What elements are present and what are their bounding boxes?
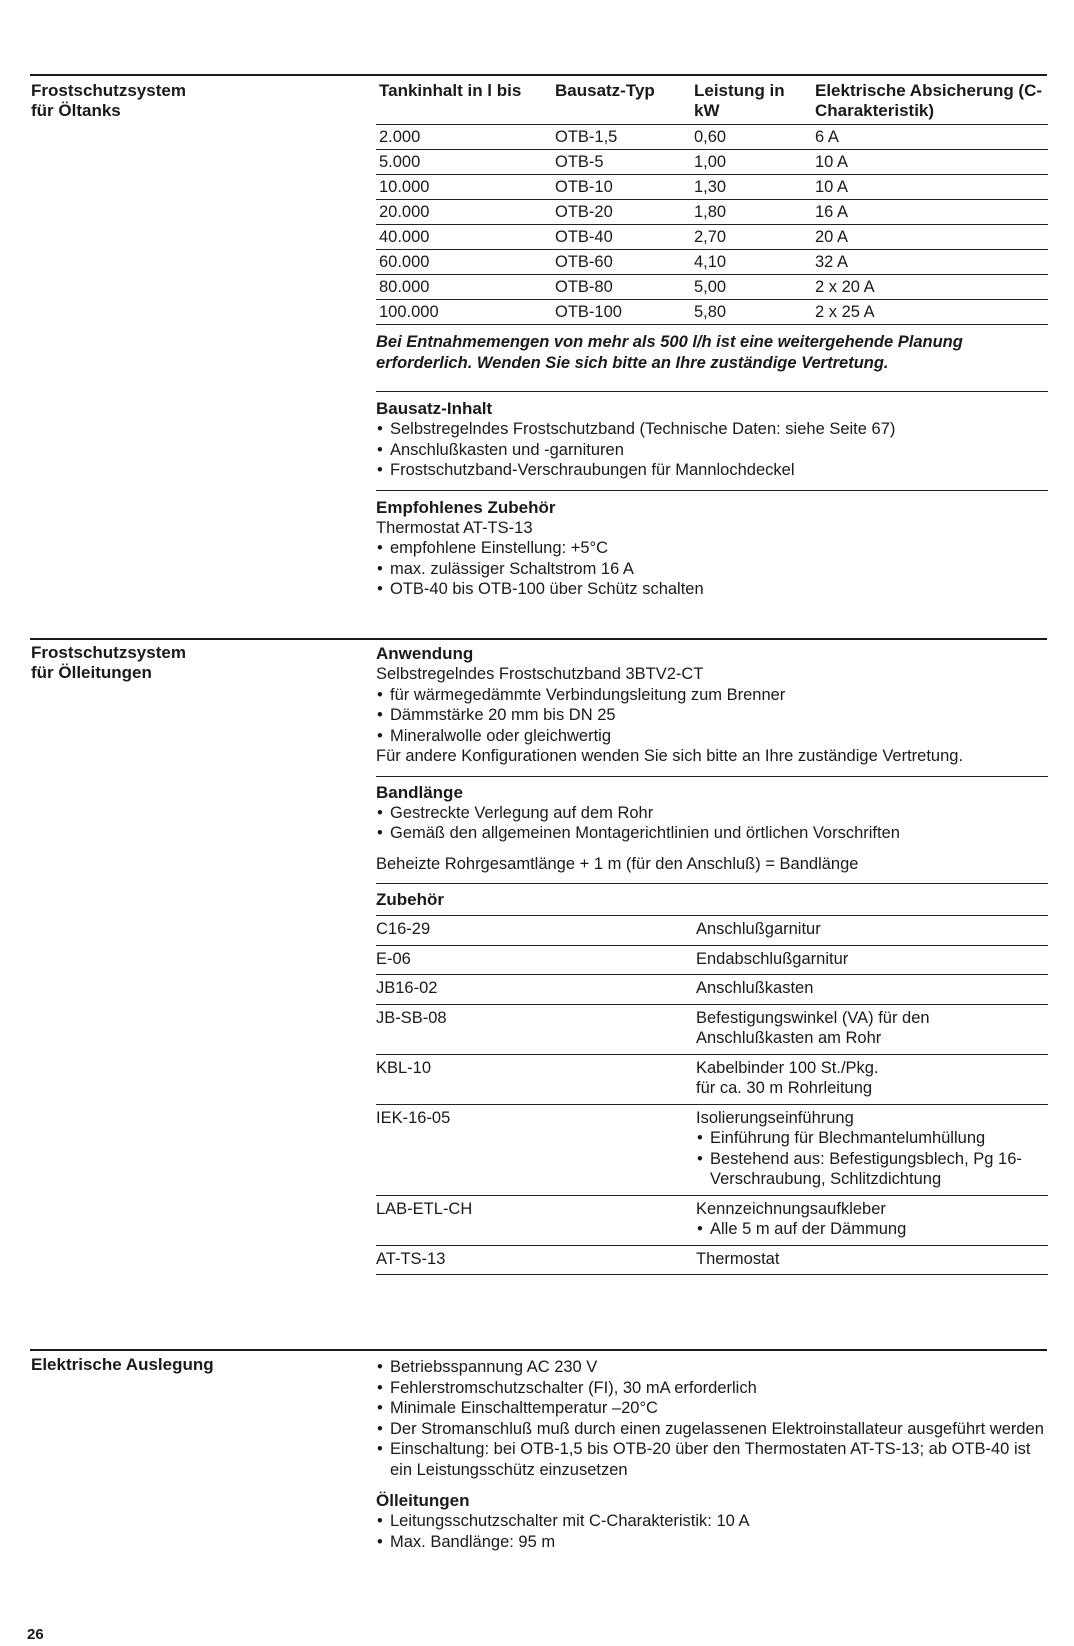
divider (376, 391, 1048, 392)
accessory-code: AT-TS-13 (376, 1245, 696, 1275)
accessory-bullet: • Bestehend aus: Befestigungsblech, Pg 16-Verschraubung, Schlitzdichtung (696, 1149, 1048, 1190)
accessory-description-line: Anschlußkasten am Rohr (696, 1029, 882, 1047)
cell-tank-capacity: 2.000 (376, 125, 552, 150)
application-title: Anwendung (376, 644, 474, 663)
oil-lines-title: Ölleitungen (376, 1491, 470, 1510)
electrical-content (376, 1357, 1048, 1552)
cell-power: 2,70 (691, 225, 812, 250)
accessory-code: KBL-10 (376, 1054, 696, 1104)
section-label-line1: Frostschutzsystem (31, 81, 186, 100)
table-row (376, 225, 1048, 250)
cell-kit-type: OTB-5 (552, 150, 691, 175)
band-length-title: Bandlänge (376, 782, 463, 802)
cell-kit-type: OTB-80 (552, 275, 691, 300)
accessory-description-line: Endabschlußgarnitur (696, 949, 849, 968)
accessory-code: JB16-02 (376, 975, 696, 1005)
section-label-line1: Frostschutzsystem (31, 643, 186, 662)
accessory-code: C16-29 (376, 916, 696, 945)
table-row (376, 1104, 1048, 1195)
application-outro: Für andere Konfigurationen wenden Sie sich bitte an Ihre zuständige Vertretung. (376, 747, 964, 765)
accessory-code: E-06 (376, 945, 696, 975)
accessory-description-line: Kabelbinder 100 St./Pkg. (696, 1058, 879, 1077)
accessory-bullets (696, 1128, 1048, 1190)
recommended-item: • empfohlene Einstellung: +5°C (376, 538, 1048, 559)
band-length-item: • Gemäß den allgemeinen Montagerichtlinien und örtlichen Vorschriften (376, 823, 1048, 844)
cell-kit-type: OTB-60 (552, 250, 691, 275)
application-list (376, 685, 1048, 747)
accessory-description-line: Kennzeichnungsaufkleber (696, 1199, 886, 1218)
cell-tank-capacity: 100.000 (376, 300, 552, 325)
band-length-formula: Beheizte Rohrgesamtlänge + 1 m (für den Anschluß) = Bandlänge (376, 854, 859, 873)
section-label-oiltanks (31, 81, 331, 121)
cell-power: 1,00 (691, 150, 812, 175)
divider (376, 776, 1048, 777)
accessory-bullet: • Alle 5 m auf der Dämmung (696, 1219, 1048, 1240)
section-label-line2: für Ölleitungen (31, 663, 152, 682)
section-label-oillines (31, 643, 331, 683)
table-row (376, 300, 1048, 325)
accessory-description-line: Befestigungswinkel (VA) für den (696, 1008, 930, 1027)
accessory-code: IEK-16-05 (376, 1104, 696, 1195)
accessory-description (696, 975, 1048, 1005)
recommended-intro: Thermostat AT-TS-13 (376, 518, 533, 537)
table-row (376, 916, 1048, 945)
cell-tank-capacity: 20.000 (376, 200, 552, 225)
section-rule-oillines (30, 638, 1047, 640)
oil-lines-item: • Leitungsschutzschalter mit C-Charakteristik: 10 A (376, 1511, 1048, 1532)
section-label-electrical (31, 1355, 331, 1375)
table-row (376, 1245, 1048, 1275)
planning-note: Bei Entnahmemengen von mehr als 500 l/h ist eine weitergehende Planung erforderlich. Wenden Sie sich bitte an Ihre zuständige Vertretung. (376, 333, 963, 372)
table-row (376, 975, 1048, 1005)
section-label-line1: Elektrische Auslegung (31, 1355, 214, 1374)
electrical-item: • Einschaltung: bei OTB-1,5 bis OTB-20 über den Thermostaten AT-TS-13; ab OTB-40 ist ein Leistungsschütz einzusetzen (376, 1439, 1048, 1480)
header-fuse: Elektrische Absicherung (C-Charakteristik) (812, 75, 1048, 125)
table-row (376, 1054, 1048, 1104)
electrical-item: • Minimale Einschalttemperatur –20°C (376, 1398, 1048, 1419)
kit-contents-item: • Anschlußkasten und -garnituren (376, 440, 1048, 461)
accessories-table-body (376, 916, 1048, 1275)
accessory-description-line: Isolierungseinführung (696, 1108, 854, 1127)
cell-tank-capacity: 40.000 (376, 225, 552, 250)
cell-kit-type: OTB-40 (552, 225, 691, 250)
accessory-bullet: • Einführung für Blechmantelumhüllung (696, 1128, 1048, 1149)
cell-kit-type: OTB-20 (552, 200, 691, 225)
cell-power: 1,80 (691, 200, 812, 225)
accessory-bullets (696, 1219, 1048, 1240)
electrical-item: • Fehlerstromschutzschalter (FI), 30 mA erforderlich (376, 1378, 1048, 1399)
recommended-list (376, 538, 1048, 600)
band-length-list (376, 803, 1048, 844)
table-row (376, 125, 1048, 150)
tank-table-header (376, 75, 1048, 125)
recommended-item: • max. zulässiger Schaltstrom 16 A (376, 559, 1048, 580)
kit-contents-item: • Selbstregelndes Frostschutzband (Technische Daten: siehe Seite 67) (376, 419, 1048, 440)
kit-contents-list (376, 419, 1048, 481)
application-item: • für wärmegedämmte Verbindungsleitung zum Brenner (376, 685, 1048, 706)
cell-fuse: 32 A (812, 250, 1048, 275)
table-row (376, 1195, 1048, 1245)
accessory-description (696, 916, 1048, 945)
oillines-content (376, 643, 1048, 1275)
cell-kit-type: OTB-100 (552, 300, 691, 325)
page-number: 26 (27, 1626, 44, 1643)
application-item: • Mineralwolle oder gleichwertig (376, 726, 1048, 747)
application-intro: Selbstregelndes Frostschutzband 3BTV2-CT (376, 665, 704, 683)
oiltanks-content (376, 75, 1048, 600)
header-kit-type: Bausatz-Typ (552, 75, 691, 125)
accessory-description (696, 1195, 1048, 1245)
accessory-description (696, 945, 1048, 975)
cell-fuse: 20 A (812, 225, 1048, 250)
cell-power: 0,60 (691, 125, 812, 150)
table-row (376, 175, 1048, 200)
oil-lines-item: • Max. Bandlänge: 95 m (376, 1532, 1048, 1553)
tank-table-body (376, 125, 1048, 325)
electrical-list (376, 1357, 1048, 1480)
cell-power: 1,30 (691, 175, 812, 200)
cell-fuse: 10 A (812, 175, 1048, 200)
cell-kit-type: OTB-1,5 (552, 125, 691, 150)
accessory-description (696, 1054, 1048, 1104)
electrical-item: • Betriebsspannung AC 230 V (376, 1357, 1048, 1378)
cell-power: 5,80 (691, 300, 812, 325)
oil-lines-list (376, 1511, 1048, 1552)
divider (376, 490, 1048, 491)
tank-table (376, 75, 1048, 325)
cell-tank-capacity: 10.000 (376, 175, 552, 200)
accessory-description-line: Thermostat (696, 1249, 780, 1268)
accessory-code: LAB-ETL-CH (376, 1195, 696, 1245)
cell-fuse: 16 A (812, 200, 1048, 225)
accessories-table (376, 916, 1048, 1275)
band-length-item: • Gestreckte Verlegung auf dem Rohr (376, 803, 1048, 824)
cell-power: 4,10 (691, 250, 812, 275)
accessory-code: JB-SB-08 (376, 1004, 696, 1054)
accessory-description (696, 1104, 1048, 1195)
accessories-title: Zubehör (376, 889, 1048, 916)
accessory-description (696, 1004, 1048, 1054)
recommended-accessories-title: Empfohlenes Zubehör (376, 497, 556, 517)
cell-kit-type: OTB-10 (552, 175, 691, 200)
accessory-description-line: Anschlußkasten (696, 979, 814, 997)
recommended-item: • OTB-40 bis OTB-100 über Schütz schalten (376, 579, 1048, 600)
kit-contents-title: Bausatz-Inhalt (376, 399, 493, 418)
table-row (376, 275, 1048, 300)
header-tank-capacity: Tankinhalt in l bis (376, 75, 552, 125)
cell-fuse: 6 A (812, 125, 1048, 150)
table-row (376, 250, 1048, 275)
table-row (376, 200, 1048, 225)
table-row (376, 945, 1048, 975)
cell-tank-capacity: 5.000 (376, 150, 552, 175)
section-label-line2: für Öltanks (31, 101, 121, 120)
table-row (376, 1004, 1048, 1054)
accessory-description-line: für ca. 30 m Rohrleitung (696, 1079, 873, 1097)
cell-fuse: 2 x 25 A (812, 300, 1048, 325)
kit-contents-item: • Frostschutzband-Verschraubungen für Mannlochdeckel (376, 460, 1048, 481)
electrical-item: • Der Stromanschluß muß durch einen zugelassenen Elektroinstallateur ausgeführt werden (376, 1419, 1048, 1440)
cell-fuse: 2 x 20 A (812, 275, 1048, 300)
cell-fuse: 10 A (812, 150, 1048, 175)
header-power: Leistung in kW (691, 75, 812, 125)
cell-tank-capacity: 60.000 (376, 250, 552, 275)
section-rule-electrical (30, 1349, 1047, 1351)
cell-power: 5,00 (691, 275, 812, 300)
table-row (376, 150, 1048, 175)
application-item: • Dämmstärke 20 mm bis DN 25 (376, 705, 1048, 726)
accessory-description-line: Anschlußgarnitur (696, 920, 821, 938)
cell-tank-capacity: 80.000 (376, 275, 552, 300)
accessory-description (696, 1245, 1048, 1275)
divider (376, 883, 1048, 884)
